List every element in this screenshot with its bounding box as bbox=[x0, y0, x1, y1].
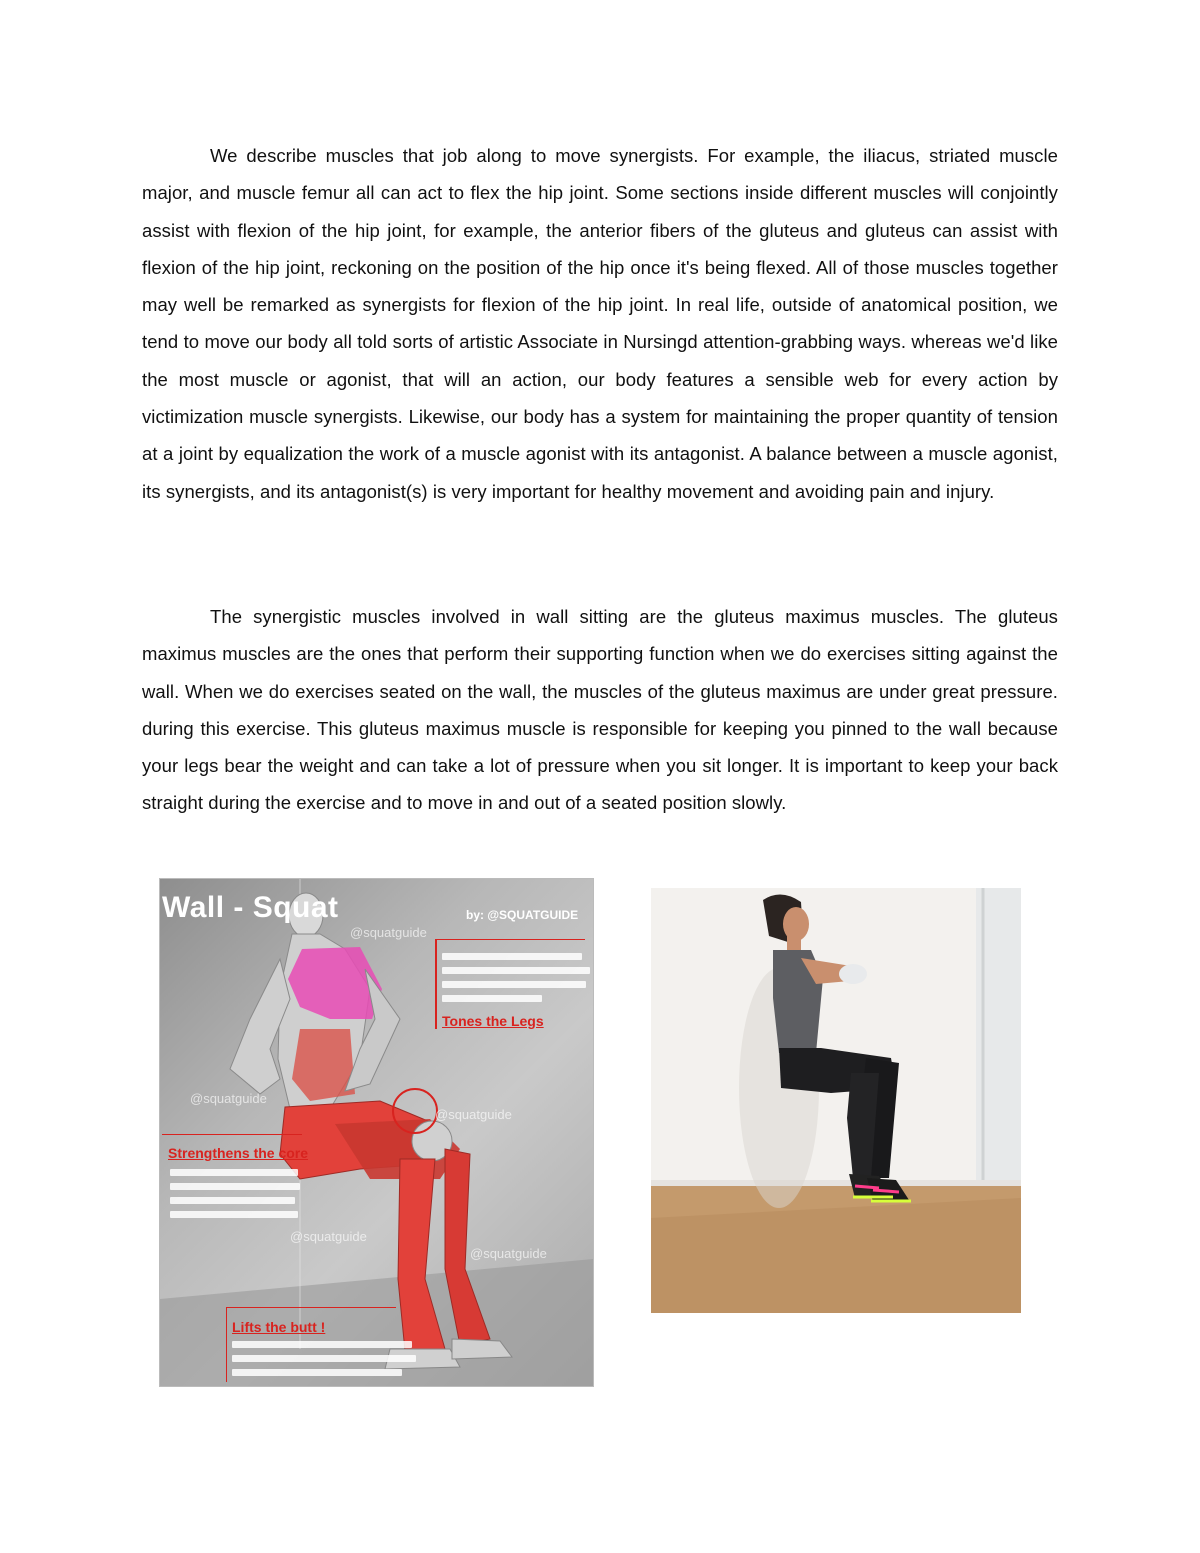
label-lifts-butt: Lifts the butt ! bbox=[232, 1319, 326, 1335]
figure-title: Wall - Squat bbox=[162, 891, 339, 924]
fine-print-line bbox=[170, 1211, 298, 1218]
callout-line bbox=[435, 939, 437, 1029]
wall-squat-anatomy-figure bbox=[159, 878, 594, 1387]
fine-print-line bbox=[442, 953, 582, 960]
paragraph-text: We describe muscles that job along to move synergists. For example, the iliacus, striated muscle major, and muscle femur all can act to flex the hip joint. Some sections inside different muscles will conjointly assist with flexion of the hip joint, for example, the anterior fibers of the gluteus and gluteus can assist with flexion of the hip joint, reckoning on the position of the hip once it's being flexed. All of those muscles together may well be remarked as synergists for flexion of the hip joint. In real life, outside of anatomical position, we tend to move our body all told sorts of artistic Associate in Nursingd attention-grabbing ways. whereas we'd like the most muscle or agonist, that will an action, our body features a sensible web for every action by victimization muscle synergists. Likewise, our body has a system for maintaining the proper quantity of tension at a joint by equalization the work of a muscle agonist with its antagonist. A balance between a muscle agonist, its synergists, and its antagonist(s) is very important for healthy movement and avoiding pain and injury. bbox=[142, 145, 1058, 502]
callout-line bbox=[162, 1134, 302, 1135]
watermark-text: @squatguide bbox=[470, 1246, 547, 1261]
watermark-text: @squatguide bbox=[290, 1229, 367, 1244]
fine-print-line bbox=[232, 1369, 402, 1376]
fine-print-line bbox=[232, 1355, 416, 1362]
body-paragraph-1 bbox=[142, 137, 1058, 510]
callout-line bbox=[226, 1307, 227, 1382]
fine-print-line bbox=[442, 981, 586, 988]
body-paragraph-2 bbox=[142, 598, 1058, 822]
fine-print-line bbox=[170, 1197, 295, 1204]
fine-print-line bbox=[170, 1169, 298, 1176]
paragraph-text: The synergistic muscles involved in wall sitting are the gluteus maximus muscles. The gluteus maximus muscles are the ones that perform their supporting function when we do exercises sitting against the wall. When we do exercises seated on the wall, the muscles of the gluteus maximus are under great pressure. during this exercise. This gluteus maximus muscle is responsible for keeping you pinned to the wall because your legs bear the weight and can take a lot of pressure when you sit longer. It is important to keep your back straight during the exercise and to move in and out of a seated position slowly. bbox=[142, 606, 1058, 814]
wall-sit-illustration bbox=[651, 888, 1021, 1313]
label-tones-legs: Tones the Legs bbox=[442, 1013, 544, 1029]
fine-print-line bbox=[442, 995, 542, 1002]
fine-print-line bbox=[170, 1183, 300, 1190]
wall-sit-photo bbox=[651, 888, 1021, 1313]
watermark-text: @squatguide bbox=[350, 925, 427, 940]
label-strengthens-core: Strengthens the core bbox=[168, 1145, 309, 1161]
figure-credit: by: @SQUATGUIDE bbox=[466, 908, 579, 922]
fine-print-line bbox=[232, 1341, 412, 1348]
callout-line bbox=[435, 939, 585, 940]
callout-line bbox=[226, 1307, 396, 1308]
watermark-text: @squatguide bbox=[190, 1091, 267, 1106]
fine-print-line bbox=[442, 967, 590, 974]
watermark-text: @squatguide bbox=[435, 1107, 512, 1122]
